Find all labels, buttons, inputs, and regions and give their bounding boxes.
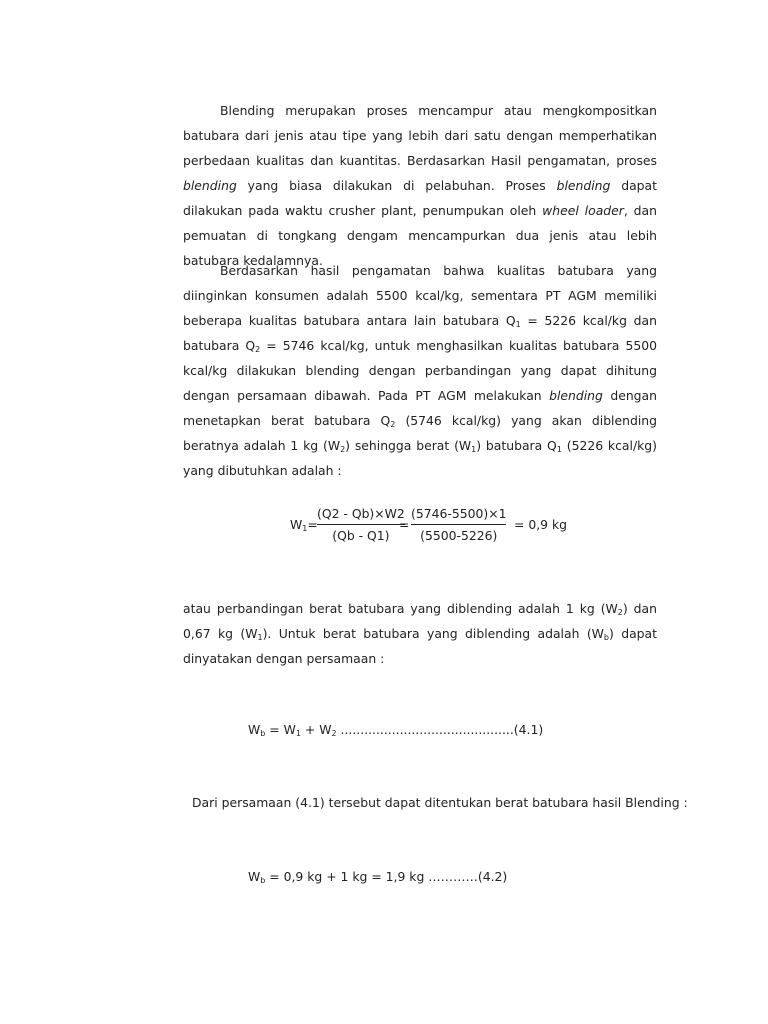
- sentence-blending-result: Dari persamaan (4.1) tersebut dapat ditentukan berat batubara hasil Blending :: [192, 795, 688, 810]
- paragraph-ratio: atau perbandingan berat batubara yang diblending adalah 1 kg $(W_2)$ dan 0,67 kg $(W_1)$. Untuk berat batubara yang diblending adalah $(W_b)$ dapat dinyatakan dengan persamaan :: [183, 601, 657, 666]
- formula-equals: =: [399, 517, 410, 532]
- paragraph-observation: Berdasarkan hasil pengamatan bahwa kualitas batubara yang diinginkan konsumen adalah 5500 kcal/kg, sementara PT AGM memiliki beberapa kualitas batubara antara lain batubara $Q_1 = 5226$ kcal/kg dan batubara $Q_2 = 5746$ kcal/kg, untuk menghasilkan kualitas batubara 5500 kcal/kg dilakukan blending dengan perbandingan yang dapat dihitung dengan persamaan dibawah. Pada PT AGM melakukan blending dengan menetapkan berat batubara $Q_2$ (5746 kcal/kg) yang akan diblending beratnya adalah 1 kg $(W_2)$ sehingga berat $(W_1)$ batubara $Q_1$ (5226 kcal/kg) yang dibutuhkan adalah :: [183, 263, 658, 478]
- paragraph-blending-definition: Blending merupakan proses mencampur atau mengkompositkan batubara dari jenis atau tipe yang lebih dari satu dengan memperhatikan perbedaan kualitas dan kuantitas. Berdasarkan Hasil pengamatan, proses blending yang biasa dilakukan di pelabuhan. Proses blending dapat dilakukan pada waktu crusher plant, penumpukan oleh wheel loader, dan pemuatan di tongkang dengam mencampurkan dua jenis atau lebih batubara kedalamnya.: [183, 103, 657, 268]
- formula-fraction-numeric: $\frac{(5746-5500)\times 1}{(5500-5226)}$: [411, 506, 507, 543]
- formula-result: = 0,9 kg: [514, 517, 568, 532]
- equation-4-2: $W_b = 0,9$ kg + 1 kg = 1,9 kg …………(4.2): [248, 869, 508, 885]
- equation-4-1: $W_b = W_1 + W_2$ ............................................(4.1): [248, 722, 544, 738]
- formula-lhs: $W_1=$: [290, 517, 318, 533]
- blending-formula: [290, 500, 590, 550]
- formula-fraction-symbolic: $\frac{(Q2 - Qb)\times W2}{(Qb - Q1)}$: [317, 506, 405, 543]
